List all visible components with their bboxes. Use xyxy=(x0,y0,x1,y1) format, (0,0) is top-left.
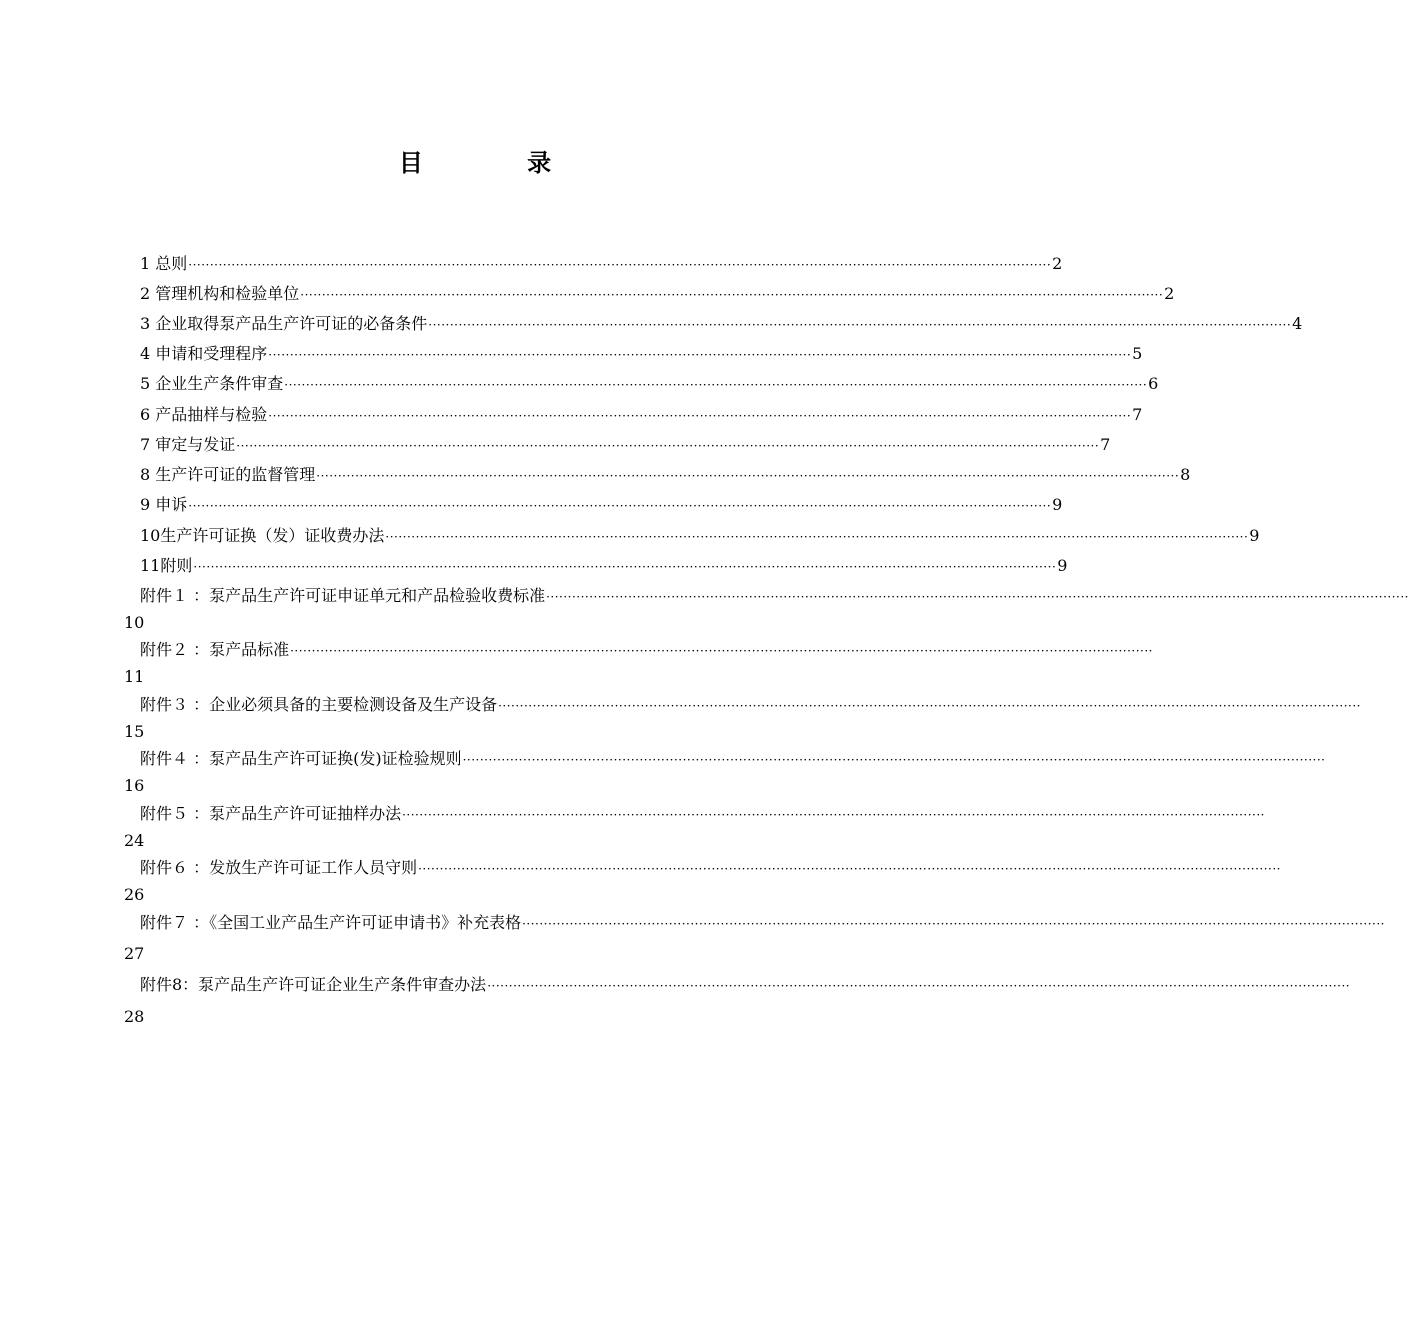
appendix-entry-page: 24 xyxy=(124,831,145,850)
toc-leader-dots: ········································································································································································································ xyxy=(487,979,1351,993)
appendix-entry-page: 15 xyxy=(124,722,145,741)
toc-entry-label: 8 生产许可证的监督管理 xyxy=(140,465,316,484)
appendix-entry[interactable] xyxy=(140,856,1281,880)
appendix-entry-label: 附件６ ：发放生产许可证工作人员守则 xyxy=(140,858,418,877)
toc-leader-dots: ········································································································································································································ xyxy=(498,699,1361,713)
toc-entry-page: 9 xyxy=(1052,495,1063,514)
toc-leader-dots: ········································································································································································································ xyxy=(522,917,1385,931)
appendix-entry-page: 26 xyxy=(124,885,145,904)
toc-entry-label: 6 产品抽样与检验 xyxy=(140,405,268,424)
toc-entry-label: 3 企业取得泵产品生产许可证的必备条件 xyxy=(140,314,428,333)
toc-leader-dots: ········································································································································································································ xyxy=(188,499,1052,513)
toc-entry-page: 7 xyxy=(1100,435,1111,454)
toc-entry[interactable] xyxy=(140,282,1175,306)
toc-entry[interactable] xyxy=(140,342,1143,366)
toc-entry-page: 4 xyxy=(1292,314,1303,333)
toc-entry-label: 4 申请和受理程序 xyxy=(140,344,268,363)
appendix-entry-label: 附件５ ：泵产品生产许可证抽样办法 xyxy=(140,804,402,823)
toc-leader-dots: ········································································································································································································ xyxy=(236,439,1100,453)
toc-entry-label: 5 企业生产条件审查 xyxy=(140,374,284,393)
toc-leader-dots: ········································································································································································································ xyxy=(268,348,1132,362)
appendix-entry-label: 附件７ ：《全国工业产品生产许可证申请书》补充表格 xyxy=(140,913,522,932)
appendix-entry-label: 附件8：泵产品生产许可证企业生产条件审查办法 xyxy=(140,975,487,994)
appendix-entry-page: 10 xyxy=(124,613,145,632)
toc-entry-page: 2 xyxy=(1164,284,1175,303)
toc-entry-page: 8 xyxy=(1180,465,1191,484)
appendix-entry-label: 附件４ ：泵产品生产许可证换(发)证检验规则 xyxy=(140,749,462,768)
appendix-entry[interactable] xyxy=(140,584,1409,608)
toc-entry[interactable] xyxy=(140,524,1260,548)
toc-entry-label: 9 申诉 xyxy=(140,495,188,514)
toc-entry-label: 1 总则 xyxy=(140,254,188,273)
toc-entry-page: 2 xyxy=(1052,254,1063,273)
appendix-entry[interactable] xyxy=(140,973,1351,997)
toc-entry[interactable] xyxy=(140,493,1063,517)
toc-entry-page: 9 xyxy=(1249,526,1260,545)
toc-entry-page: 5 xyxy=(1132,344,1143,363)
appendix-entry[interactable] xyxy=(140,911,1385,935)
toc-leader-dots: ········································································································································································································ xyxy=(428,318,1292,332)
toc-leader-dots: ········································································································································································································ xyxy=(290,644,1153,658)
toc-entry[interactable] xyxy=(140,312,1303,336)
toc-title: 目 录 xyxy=(398,148,600,177)
toc-entry[interactable] xyxy=(140,252,1063,276)
toc-entry[interactable] xyxy=(140,403,1143,427)
appendix-entry-label: 附件１ ：泵产品生产许可证申证单元和产品检验收费标准 xyxy=(140,586,546,605)
toc-leader-dots: ········································································································································································································ xyxy=(418,862,1281,876)
toc-entry-page: 6 xyxy=(1148,374,1159,393)
toc-leader-dots: ········································································································································································································ xyxy=(385,530,1249,544)
appendix-entry-page: 27 xyxy=(124,944,145,963)
toc-entry-label: 7 审定与发证 xyxy=(140,435,236,454)
toc-leader-dots: ········································································································································································································ xyxy=(188,258,1052,272)
appendix-entry[interactable] xyxy=(140,693,1361,717)
toc-leader-dots: ········································································································································································································ xyxy=(546,590,1409,604)
toc-entry[interactable] xyxy=(140,372,1159,396)
appendix-entry-label: 附件３ ：企业必须具备的主要检测设备及生产设备 xyxy=(140,695,498,714)
toc-entry-page: 7 xyxy=(1132,405,1143,424)
appendix-entry[interactable] xyxy=(140,638,1153,662)
toc-leader-dots: ········································································································································································································ xyxy=(300,288,1164,302)
toc-leader-dots: ········································································································································································································ xyxy=(462,753,1326,767)
toc-entry-label: 11附则 xyxy=(140,556,193,575)
appendix-entry-page: 11 xyxy=(124,667,145,686)
toc-leader-dots: ········································································································································································································ xyxy=(402,808,1265,822)
toc-entry[interactable] xyxy=(140,463,1191,487)
appendix-entry-label: 附件２ ：泵产品标准 xyxy=(140,640,290,659)
toc-entry-page: 9 xyxy=(1057,556,1068,575)
toc-leader-dots: ········································································································································································································ xyxy=(268,409,1132,423)
toc-entry[interactable] xyxy=(140,433,1111,457)
toc-entry[interactable] xyxy=(140,554,1068,578)
toc-leader-dots: ········································································································································································································ xyxy=(316,469,1180,483)
appendix-entry-page: 16 xyxy=(124,776,145,795)
toc-entry-label: 10生产许可证换（发）证收费办法 xyxy=(140,526,385,545)
appendix-entry[interactable] xyxy=(140,747,1326,771)
appendix-entry-page: 28 xyxy=(124,1007,145,1026)
toc-leader-dots: ········································································································································································································ xyxy=(193,560,1057,574)
toc-entry-label: 2 管理机构和检验单位 xyxy=(140,284,300,303)
appendix-entry[interactable] xyxy=(140,802,1265,826)
toc-leader-dots: ········································································································································································································ xyxy=(284,378,1148,392)
